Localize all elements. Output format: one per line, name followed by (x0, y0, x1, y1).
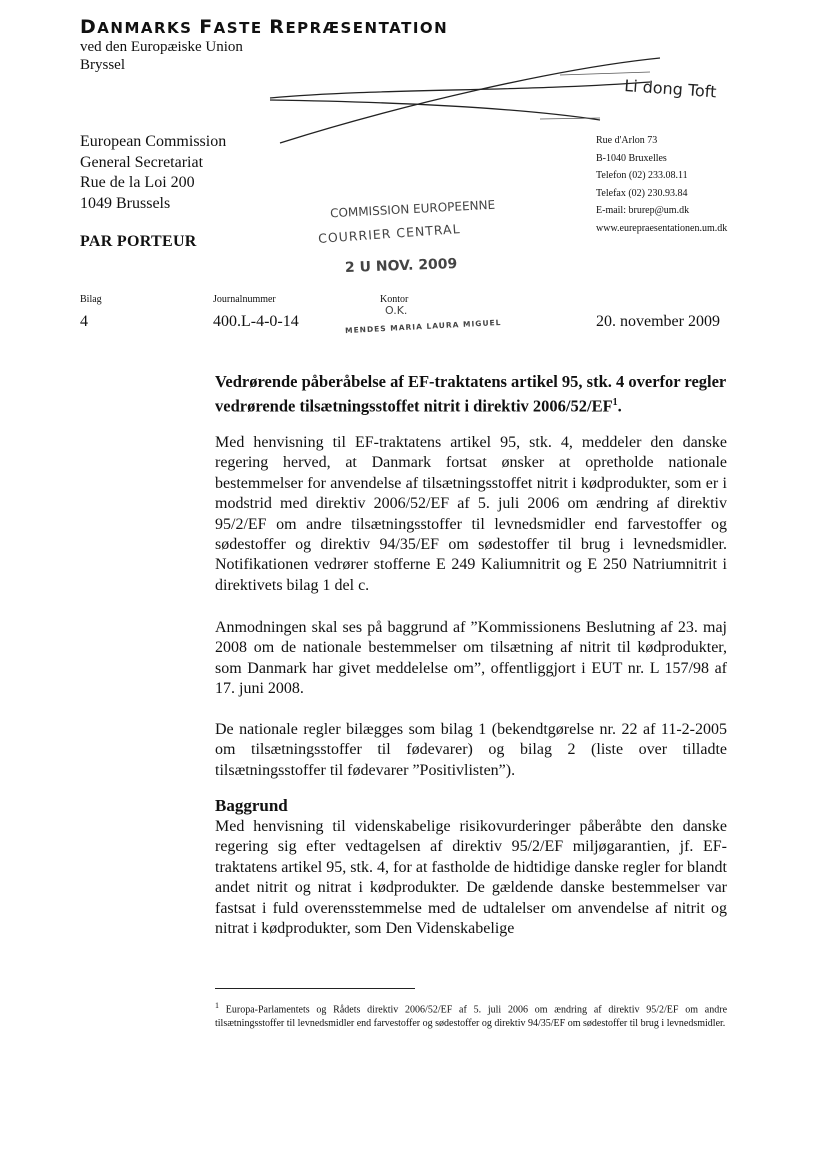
body-paragraph-3: De nationale regler bilægges som bilag 1 (bekendtgørelse nr. 22 af 11-2-2005 om tilsætningsstoffer til fødevarer) og bilag 2 (liste over tilladte tilsætningsstoffer til fødevarer ”Positivlisten”). (215, 721, 727, 779)
journal-value: 400.L-4-0-14 (213, 313, 299, 330)
body-paragraph-4: Med henvisning til videnskabelige risikovurderinger påberåbte den danske regering sig efter vedtagelsen af direktiv 95/2/EF miljøgarantien, jf. EF-traktatens artikel 95, stk. 4, for at fastholde de hidtidige danske regler for blandt andet nitrit og nitrat i kødprodukter. De gældende danske bestemmelser var fastsat i fuld overensstemmelse med de udtalelser om anvendelse af nitrit og nitrat i kødprodukter, som Den Videnskabelige (215, 818, 727, 938)
sender-email: E-mail: brurep@um.dk (596, 205, 690, 217)
stamp-courrier: COURRIER CENTRAL (317, 221, 461, 246)
delivery-method: PAR PORTEUR (80, 233, 197, 250)
stamp-commission: COMMISSION EUROPEENNE (329, 197, 496, 221)
footnote-number: 1 (215, 1001, 219, 1010)
letterhead-city: Bryssel (80, 57, 125, 73)
footnote (215, 999, 727, 1030)
sender-phone: Telefon (02) 233.08.11 (596, 170, 688, 182)
journal-label: Journalnummer (213, 294, 276, 305)
body-paragraph-2: Anmodningen skal ses på baggrund af ”Kommissionens Beslutning af 23. maj 2008 om de nationale bestemmelser om tilsætning af nitrit til kødprodukter, som Danmark har givet meddelelse om”, offentliggjort i EUT nr. L 157/98 af 17. juni 2008. (215, 619, 727, 698)
recipient-line: 1049 Brussels (80, 194, 171, 212)
kontor-label: Kontor (380, 294, 409, 305)
bilag-value: 4 (80, 313, 88, 330)
sender-fax: Telefax (02) 230.93.84 (596, 187, 688, 199)
recipient-line: General Secretariat (80, 153, 204, 171)
sender-street: Rue d'Arlon 73 (596, 135, 658, 146)
stamp-date: 2 U NOV. 2009 (344, 256, 458, 276)
sender-city: B-1040 Bruxelles (596, 152, 667, 164)
handwritten-name: Li dong Toft (623, 76, 718, 102)
section-heading: Baggrund (215, 796, 288, 815)
letterhead-subtitle: ved den Europæiske Union (80, 39, 243, 55)
stamp-ok: O.K. (385, 304, 408, 317)
body-paragraph-1: Med henvisning til EF-traktatens artikel 95, stk. 4, meddeler den danske regering herved, at Danmark fortsat ønsker at opretholde nationale bestemmelser for anvendelse af tilsætningsstoffet nitrit i kødprodukter, som er i modstrid med direktiv 2006/52/EF af 5. juli 2006 om ændring af direktiv 95/2/EF om andre tilsætningsstoffer til levnedsmidler end farvestoffer og sødestoffer og direktiv 94/35/EF om sødestoffer til brug i levnedsmidler. Notifikationen vedrører stofferne E 249 Kaliumnitrit og E 250 Natriumnitrit i direktivets bilag 1 del c. (215, 434, 727, 594)
footnote-text: Europa-Parlamentets og Rådets direktiv 2006/52/EF af 5. juli 2006 om ændring af direktiv 95/2/EF om andre tilsætningsstoffer til levnedsmidler end farvestoffer og sødestoffer og direktiv 94/35/EF om sødestoffer til brug i levnedsmidler. (215, 1004, 728, 1029)
recipient-line: Rue de la Loi 200 (80, 174, 195, 191)
footnote-ref: 1 (612, 397, 618, 408)
recipient-address (80, 132, 226, 214)
sender-web: www.eurepraesentationen.um.dk (596, 222, 728, 234)
recipient-line: European Commission (80, 133, 227, 150)
letterhead-title: DANMARKS FASTE REPRÆSENTATION (80, 16, 449, 38)
footnote-divider (215, 988, 415, 989)
sender-address (596, 132, 727, 238)
stamp-handler: MENDES MARIA LAURA MIGUEL (344, 317, 502, 336)
subject-heading: Vedrørende påberåbelse af EF-traktatens artikel 95, stk. 4 overfor regler vedrørende tilsætningsstoffet nitrit i direktiv $2006/52/EF^1$. (215, 372, 726, 416)
letter-date: 20. november 2009 (596, 313, 720, 330)
bilag-label: Bilag (80, 294, 102, 305)
